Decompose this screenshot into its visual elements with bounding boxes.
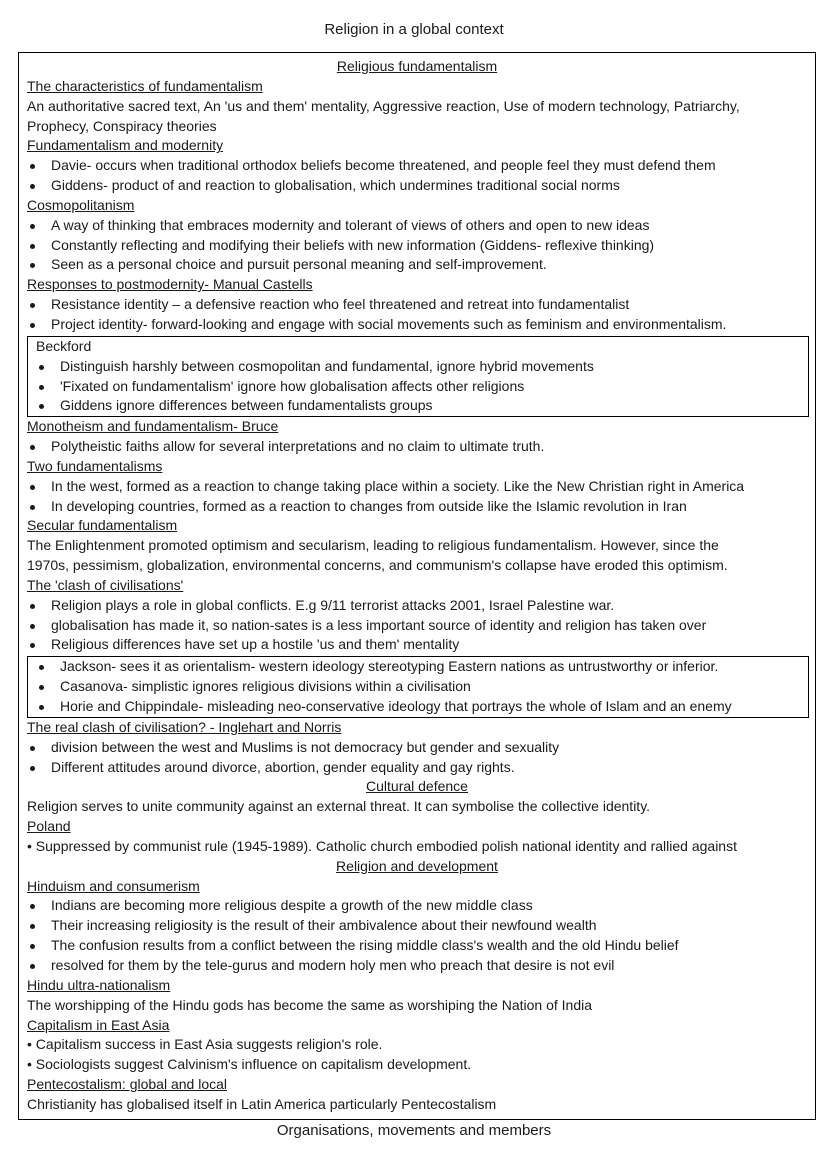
bullet-item: Horie and Chippindale- misleading neo-conservative ideology that portrays the whole of Islam and an enemy <box>36 697 808 717</box>
subheading-clash-of-civilisations: The 'clash of civilisations' <box>27 576 184 593</box>
paragraph-line: • Sociologists suggest Calvinism's influence on capitalism development. <box>27 1056 472 1073</box>
paragraph-line: • Capitalism success in East Asia suggests religion's role. <box>27 1036 383 1053</box>
bullet-item: Davie- occurs when traditional orthodox beliefs become threatened, and people feel they must defend them <box>27 156 815 176</box>
bullet-item: In developing countries, formed as a reaction to changes from outside like the Islamic revolution in Iran <box>27 497 815 517</box>
subheading-fundamentalism-modernity: Fundamentalism and modernity <box>27 137 224 154</box>
paragraph-line: Religion serves to unite community against an external threat. It can symbolise the collective identity. <box>27 798 651 815</box>
bullet-item: Polytheistic faiths allow for several interpretations and no claim to ultimate truth. <box>27 437 815 457</box>
bullet-item: The confusion results from a conflict between the rising middle class's wealth and the old Hindu belief <box>27 936 815 956</box>
subheading-hindu-ultra-nationalism: Hindu ultra-nationalism <box>27 976 171 993</box>
bullet-item: Indians are becoming more religious despite a growth of the new middle class <box>27 896 815 916</box>
section-heading-cultural-defence: Cultural defence <box>366 778 468 795</box>
bullet-item: Constantly reflecting and modifying their beliefs with new information (Giddens- reflexive thinking) <box>27 236 815 256</box>
subheading-hinduism-consumerism: Hinduism and consumerism <box>27 877 200 894</box>
bullet-item: Distinguish harshly between cosmopolitan and fundamental, ignore hybrid movements <box>36 357 808 377</box>
bullet-item: Project identity- forward-looking and engage with social movements such as feminism and environmentalism. <box>27 315 815 335</box>
paragraph-line: Christianity has globalised itself in Latin America particularly Pentecostalism <box>27 1095 497 1112</box>
subheading-poland: Poland <box>27 818 71 835</box>
bullet-item: division between the west and Muslims is not democracy but gender and sexuality <box>27 738 815 758</box>
page-title: Religion in a global context <box>324 21 504 38</box>
beckford-box <box>27 336 809 417</box>
notes-frame <box>18 52 816 1120</box>
subheading-cosmopolitanism: Cosmopolitanism <box>27 196 135 213</box>
subheading-real-clash: The real clash of civilisation? - Inglehart and Norris <box>27 718 342 735</box>
bullet-item: Casanova- simplistic ignores religious divisions within a civilisation <box>36 677 808 697</box>
bullet-item: Giddens- product of and reaction to globalisation, which undermines traditional social norms <box>27 176 815 196</box>
bullet-item: Resistance identity – a defensive reaction who feel threatened and retreat into fundamentalist <box>27 295 815 315</box>
section-heading-religion-development: Religion and development <box>336 857 498 874</box>
bullet-item: resolved for them by the tele-gurus and modern holy men who preach that desire is not evil <box>27 956 815 976</box>
bullet-item: Religion plays a role in global conflicts. E.g 9/11 terrorist attacks 2001, Israel Palestine war. <box>27 596 815 616</box>
section-heading-religious-fundamentalism: Religious fundamentalism <box>336 58 498 74</box>
bullet-item: In the west, formed as a reaction to change taking place within a society. Like the New Christian right in America <box>27 477 815 497</box>
subheading-two-fundamentalisms: Two fundamentalisms <box>27 457 163 474</box>
subheading-pentecostalism: Pentecostalism: global and local <box>27 1076 228 1093</box>
bullet-item: A way of thinking that embraces modernity and tolerant of views of others and open to new ideas <box>27 216 815 236</box>
bullet-item: 'Fixated on fundamentalism' ignore how globalisation affects other religions <box>36 377 808 397</box>
paragraph-line: 1970s, pessimism, globalization, environmental concerns, and communism's collapse have eroded this optimism. <box>27 557 728 574</box>
subheading-responses-postmodernity: Responses to postmodernity- Manual Castells <box>27 276 313 293</box>
bullet-item: Seen as a personal choice and pursuit personal meaning and self-improvement. <box>27 255 815 275</box>
subheading-characteristics: The characteristics of fundamentalism <box>27 77 263 94</box>
paragraph-line: The worshipping of the Hindu gods has become the same as worshiping the Nation of India <box>27 996 593 1013</box>
bullet-item: globalisation has made it, so nation-sates is a less important source of identity and religion has taken over <box>27 616 815 636</box>
paragraph-line: Prophecy, Conspiracy theories <box>27 117 217 134</box>
page-footer: Organisations, movements and members <box>276 1122 552 1139</box>
bullet-item: Their increasing religiosity is the result of their ambivalence about their newfound wealth <box>27 916 815 936</box>
bullet-item: Giddens ignore differences between fundamentalists groups <box>36 396 808 416</box>
paragraph-line: The Enlightenment promoted optimism and secularism, leading to religious fundamentalism. However, since the <box>27 537 719 554</box>
beckford-heading: Beckford <box>36 337 92 354</box>
paragraph-line: • Suppressed by communist rule (1945-1989). Catholic church embodied polish national identity and rallied against <box>27 837 737 854</box>
bullet-item: Jackson- sees it as orientalism- western ideology stereotyping Eastern nations as untrustworthy or inferior. <box>36 657 808 677</box>
bullet-item: Religious differences have set up a hostile 'us and them' mentality <box>27 635 815 655</box>
bullet-item: Different attitudes around divorce, abortion, gender equality and gay rights. <box>27 758 815 778</box>
subheading-monotheism: Monotheism and fundamentalism- Bruce <box>27 418 279 435</box>
subheading-secular-fundamentalism: Secular fundamentalism <box>27 517 178 534</box>
criticisms-box <box>27 656 809 718</box>
paragraph-line: An authoritative sacred text, An 'us and them' mentality, Aggressive reaction, Use of modern technology, Patriarchy, <box>27 97 740 114</box>
subheading-capitalism-east-asia: Capitalism in East Asia <box>27 1016 170 1033</box>
